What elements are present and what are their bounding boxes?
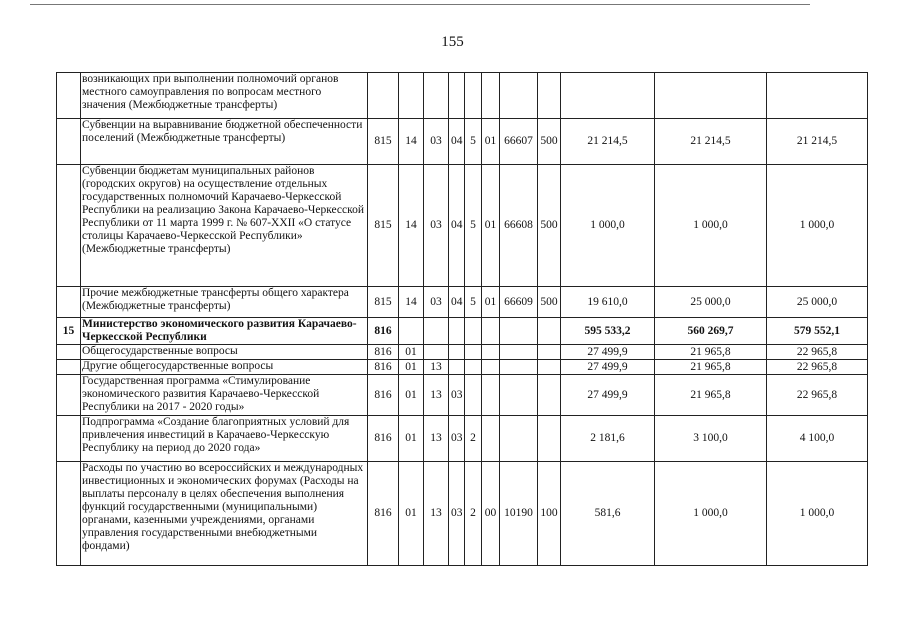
section-code: 01 — [399, 375, 424, 416]
type-code — [538, 345, 561, 360]
amount-year-3 — [767, 73, 868, 119]
expense-code: 66609 — [500, 287, 538, 318]
item-name: возникающих при выполнении полномочий органов местного самоуправления по вопросам местного значения (Межбюджетные трансферты) — [81, 73, 368, 119]
subprogram-code — [465, 360, 482, 375]
table-row — [57, 318, 868, 345]
ministry-code: 816 — [368, 375, 399, 416]
item-name: Субвенции на выравнивание бюджетной обеспеченности поселений (Межбюджетные трансферты) — [81, 119, 368, 165]
direction-code: 01 — [482, 165, 500, 287]
section-code: 14 — [399, 287, 424, 318]
program-code: 04 — [449, 165, 465, 287]
item-name: Прочие межбюджетные трансферты общего характера (Межбюджетные трансферты) — [81, 287, 368, 318]
top-rule — [30, 4, 810, 5]
table-row — [57, 416, 868, 462]
program-code: 04 — [449, 287, 465, 318]
row-number — [57, 462, 81, 566]
amount-year-3: 1 000,0 — [767, 165, 868, 287]
row-number — [57, 119, 81, 165]
direction-code — [482, 416, 500, 462]
direction-code: 01 — [482, 287, 500, 318]
subsection-code — [424, 318, 449, 345]
amount-year-2: 3 100,0 — [655, 416, 767, 462]
amount-year-2 — [655, 73, 767, 119]
direction-code — [482, 318, 500, 345]
amount-year-3: 22 965,8 — [767, 375, 868, 416]
subsection-code: 13 — [424, 416, 449, 462]
amount-year-1: 27 499,9 — [561, 360, 655, 375]
amount-year-1: 21 214,5 — [561, 119, 655, 165]
section-code — [399, 318, 424, 345]
row-number — [57, 375, 81, 416]
amount-year-2: 21 214,5 — [655, 119, 767, 165]
expense-code — [500, 360, 538, 375]
expense-code: 66607 — [500, 119, 538, 165]
amount-year-2: 25 000,0 — [655, 287, 767, 318]
direction-code — [482, 375, 500, 416]
row-number — [57, 360, 81, 375]
direction-code — [482, 73, 500, 119]
subsection-code: 13 — [424, 462, 449, 566]
item-name: Другие общегосударственные вопросы — [81, 360, 368, 375]
subprogram-code — [465, 375, 482, 416]
amount-year-2: 21 965,8 — [655, 360, 767, 375]
program-code — [449, 345, 465, 360]
amount-year-3: 4 100,0 — [767, 416, 868, 462]
direction-code — [482, 345, 500, 360]
expense-code: 66608 — [500, 165, 538, 287]
table-row — [57, 287, 868, 318]
item-name: Общегосударственные вопросы — [81, 345, 368, 360]
type-code — [538, 73, 561, 119]
subsection-code: 03 — [424, 287, 449, 318]
type-code: 500 — [538, 165, 561, 287]
ministry-code: 816 — [368, 462, 399, 566]
type-code — [538, 360, 561, 375]
type-code — [538, 416, 561, 462]
amount-year-3: 25 000,0 — [767, 287, 868, 318]
page-number: 155 — [441, 34, 464, 50]
amount-year-3: 579 552,1 — [767, 318, 868, 345]
expense-code: 10190 — [500, 462, 538, 566]
expense-code — [500, 375, 538, 416]
type-code: 500 — [538, 287, 561, 318]
item-name: Расходы по участию во всероссийских и международных инвестиционных и экономических форумах (Расходы на выплаты персоналу в целях обеспечения выполнения функций государственными (муниципальными) органами, казенными учреждениями, органами управления государственными внебюджетными фондами) — [81, 462, 368, 566]
table-row — [57, 375, 868, 416]
subsection-code — [424, 345, 449, 360]
type-code — [538, 375, 561, 416]
section-code: 14 — [399, 119, 424, 165]
program-code: 03 — [449, 416, 465, 462]
amount-year-1: 2 181,6 — [561, 416, 655, 462]
section-code: 14 — [399, 165, 424, 287]
program-code — [449, 360, 465, 375]
row-number — [57, 165, 81, 287]
amount-year-1: 595 533,2 — [561, 318, 655, 345]
amount-year-2: 560 269,7 — [655, 318, 767, 345]
program-code — [449, 318, 465, 345]
subprogram-code — [465, 318, 482, 345]
type-code — [538, 318, 561, 345]
ministry-code: 815 — [368, 287, 399, 318]
section-code: 01 — [399, 345, 424, 360]
item-name: Субвенции бюджетам муниципальных районов (городских округов) на осуществление отдельных государственных полномочий Карачаево-Черкесской Республики на реализацию Закона Карачаево-Черкесской Республики от 11 марта 1999 г. № 607-XXII «О статусе столицы Карачаево-Черкесской Республики» (Межбюджетные трансферты) — [81, 165, 368, 287]
program-code — [449, 73, 465, 119]
ministry-code: 815 — [368, 165, 399, 287]
section-code: 01 — [399, 416, 424, 462]
table-row — [57, 73, 868, 119]
subprogram-code: 5 — [465, 119, 482, 165]
subprogram-code: 2 — [465, 462, 482, 566]
amount-year-1: 27 499,9 — [561, 345, 655, 360]
ministry-code: 816 — [368, 345, 399, 360]
item-name: Министерство экономического развития Карачаево-Черкесской Республики — [81, 318, 368, 345]
expense-code — [500, 345, 538, 360]
subsection-code: 13 — [424, 360, 449, 375]
subprogram-code: 5 — [465, 165, 482, 287]
table-row — [57, 119, 868, 165]
row-number — [57, 345, 81, 360]
subsection-code — [424, 73, 449, 119]
program-code: 03 — [449, 462, 465, 566]
ministry-code: 815 — [368, 119, 399, 165]
direction-code — [482, 360, 500, 375]
subprogram-code: 5 — [465, 287, 482, 318]
amount-year-2: 1 000,0 — [655, 165, 767, 287]
amount-year-3: 1 000,0 — [767, 462, 868, 566]
type-code: 500 — [538, 119, 561, 165]
type-code: 100 — [538, 462, 561, 566]
row-number — [57, 73, 81, 119]
amount-year-1: 27 499,9 — [561, 375, 655, 416]
subsection-code: 13 — [424, 375, 449, 416]
subsection-code: 03 — [424, 165, 449, 287]
amount-year-2: 1 000,0 — [655, 462, 767, 566]
ministry-code — [368, 73, 399, 119]
subprogram-code — [465, 345, 482, 360]
amount-year-1: 19 610,0 — [561, 287, 655, 318]
direction-code: 00 — [482, 462, 500, 566]
amount-year-3: 22 965,8 — [767, 360, 868, 375]
section-code: 01 — [399, 462, 424, 566]
amount-year-3: 22 965,8 — [767, 345, 868, 360]
amount-year-1 — [561, 73, 655, 119]
section-code — [399, 73, 424, 119]
table-row — [57, 165, 868, 287]
ministry-code: 816 — [368, 416, 399, 462]
subprogram-code — [465, 73, 482, 119]
section-code: 01 — [399, 360, 424, 375]
amount-year-1: 1 000,0 — [561, 165, 655, 287]
amount-year-2: 21 965,8 — [655, 345, 767, 360]
row-number — [57, 416, 81, 462]
ministry-code: 816 — [368, 360, 399, 375]
amount-year-3: 21 214,5 — [767, 119, 868, 165]
row-number — [57, 287, 81, 318]
ministry-code: 816 — [368, 318, 399, 345]
expense-code — [500, 73, 538, 119]
table-row — [57, 462, 868, 566]
amount-year-2: 21 965,8 — [655, 375, 767, 416]
program-code: 03 — [449, 375, 465, 416]
item-name: Подпрограмма «Создание благоприятных условий для привлечения инвестиций в Карачаево-Черкесскую Республику на период до 2020 года» — [81, 416, 368, 462]
item-name: Государственная программа «Стимулирование экономического развития Карачаево-Черкесской Республики на 2017 - 2020 годы» — [81, 375, 368, 416]
table-row — [57, 345, 868, 360]
subprogram-code: 2 — [465, 416, 482, 462]
program-code: 04 — [449, 119, 465, 165]
budget-table — [56, 72, 868, 566]
row-number: 15 — [57, 318, 81, 345]
subsection-code: 03 — [424, 119, 449, 165]
amount-year-1: 581,6 — [561, 462, 655, 566]
expense-code — [500, 416, 538, 462]
direction-code: 01 — [482, 119, 500, 165]
expense-code — [500, 318, 538, 345]
table-row — [57, 360, 868, 375]
